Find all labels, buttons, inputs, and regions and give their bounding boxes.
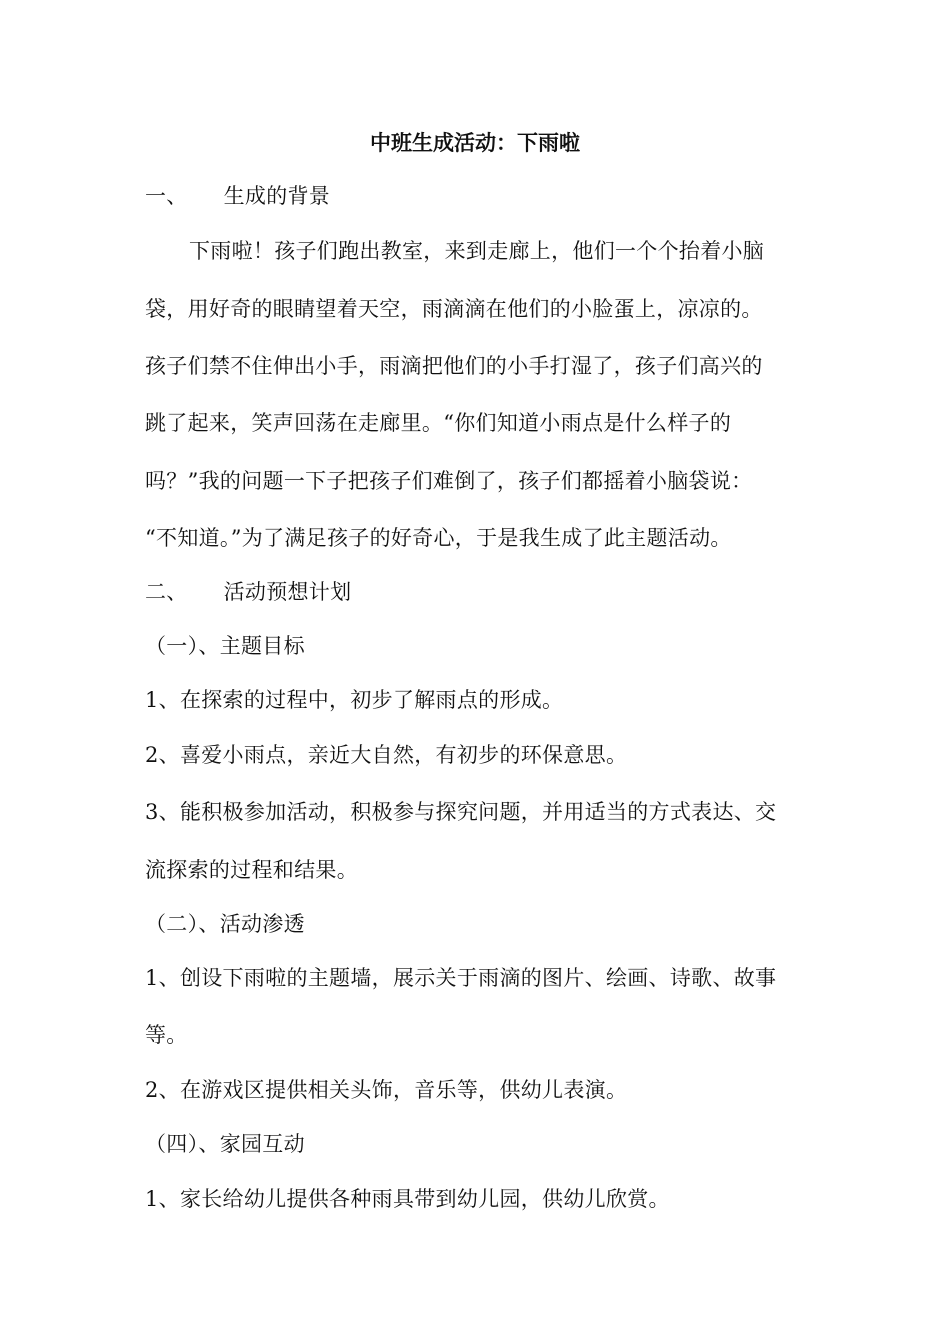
list-item: 1、家长给幼儿提供各种雨具带到幼儿园，供幼儿欣赏。 <box>145 1187 670 1211</box>
list-item: 1、创设下雨啦的主题墙，展示关于雨滴的图片、绘画、诗歌、故事 <box>145 966 777 990</box>
list-item: 1、在探索的过程中，初步了解雨点的形成。 <box>145 688 564 712</box>
list-item-continued: 等。 <box>145 1023 188 1047</box>
section-title: 活动预想计划 <box>223 580 352 604</box>
list-item: 3、能积极参加活动，积极参与探究问题，并用适当的方式表达、交 <box>145 800 777 824</box>
section-heading-plan <box>145 577 351 607</box>
list-item-continued: 流探索的过程和结果。 <box>145 858 358 882</box>
paragraph-line: 跳了起来，笑声回荡在走廊里。“你们知道小雨点是什么样子的 <box>145 411 732 435</box>
section-heading-background <box>145 181 330 211</box>
document-title: 中班生成活动：下雨啦 <box>370 130 580 155</box>
paragraph-line: 吗？”我的问题一下子把孩子们难倒了，孩子们都摇着小脑袋说： <box>145 469 753 493</box>
paragraph-line: “不知道。”为了满足孩子的好奇心，于是我生成了此主题活动。 <box>145 526 732 550</box>
subsection-heading-goals: （一）、主题目标 <box>145 634 305 658</box>
subsection-heading-home: （四）、家园互动 <box>145 1132 305 1156</box>
paragraph-line: 下雨啦！孩子们跑出教室，来到走廊上，他们一个个抬着小脑 <box>189 239 765 263</box>
list-item: 2、喜爱小雨点，亲近大自然，有初步的环保意思。 <box>145 743 628 767</box>
section-number: 二、 <box>145 580 188 604</box>
paragraph-line: 孩子们禁不住伸出小手，雨滴把他们的小手打湿了，孩子们高兴的 <box>145 354 763 378</box>
paragraph-line: 袋，用好奇的眼睛望着天空，雨滴滴在他们的小脸蛋上，凉凉的。 <box>145 297 763 321</box>
section-number: 一、 <box>145 184 188 208</box>
subsection-heading-infiltration: （二）、活动渗透 <box>145 912 305 936</box>
list-item: 2、在游戏区提供相关头饰，音乐等，供幼儿表演。 <box>145 1078 628 1102</box>
section-title: 生成的背景 <box>223 184 331 208</box>
